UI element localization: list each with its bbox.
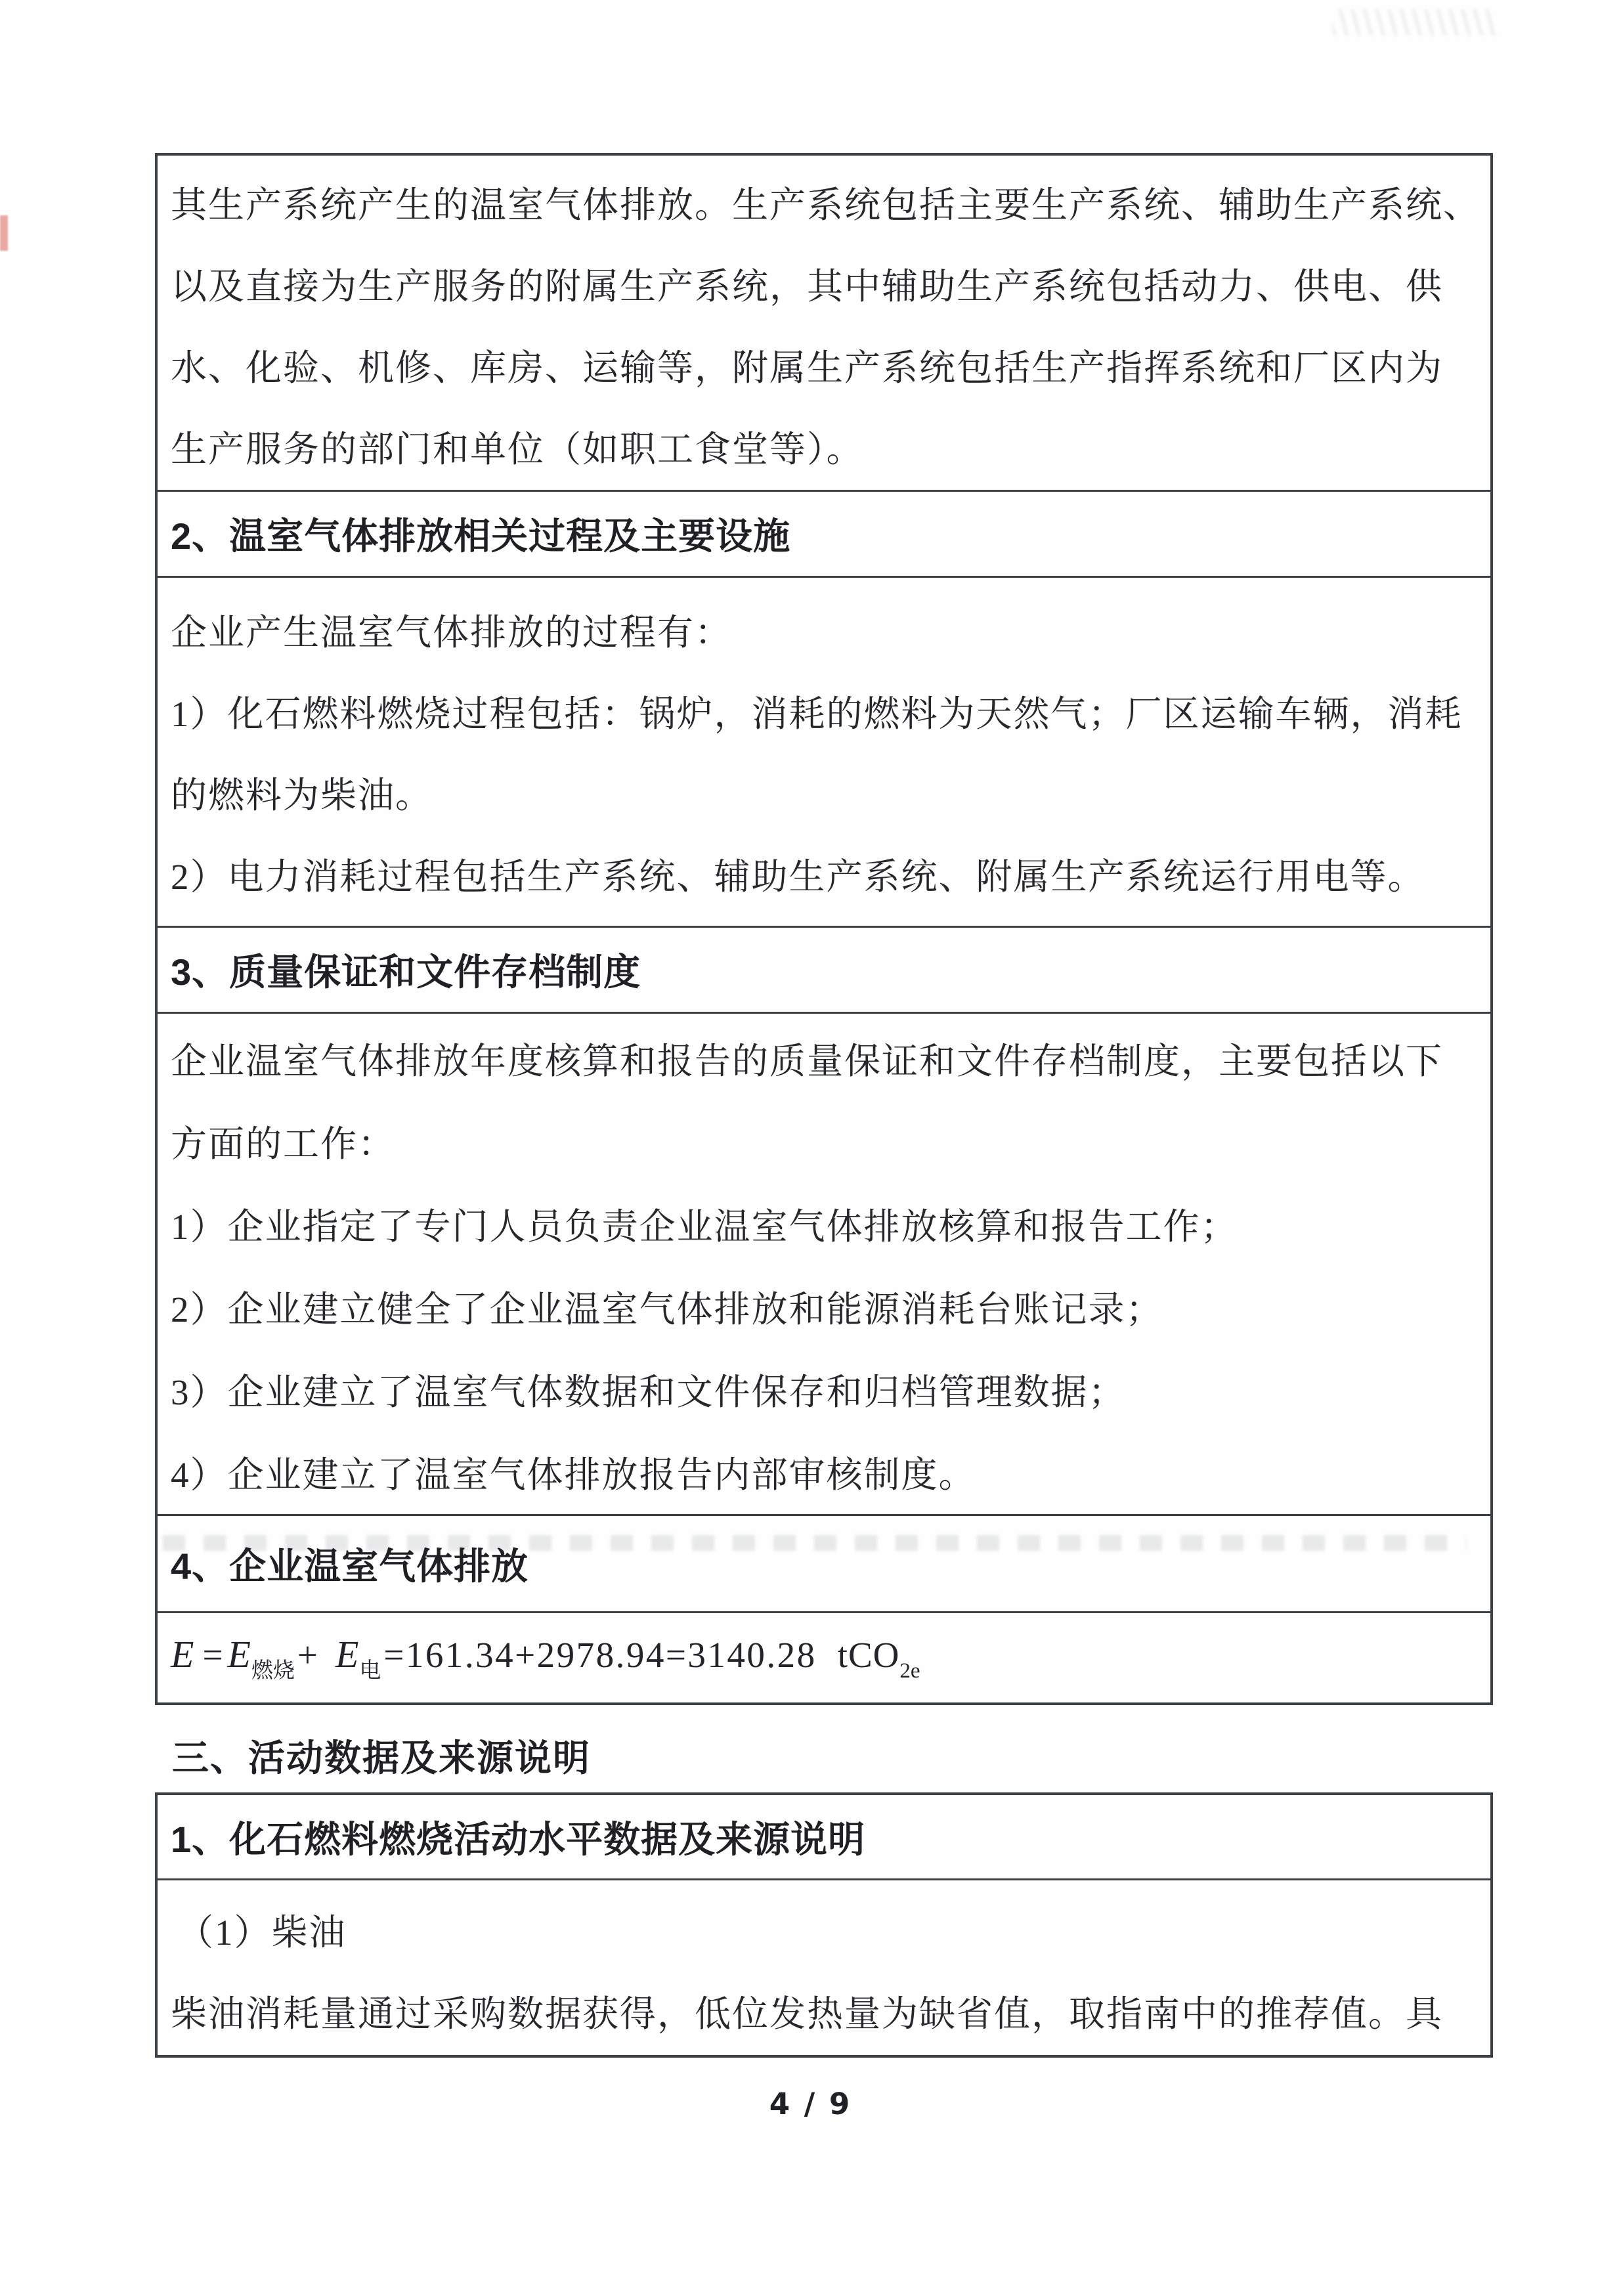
formula-equals: =	[202, 1634, 224, 1675]
paragraph-line: 2）企业建立健全了企业温室气体排放和能源消耗台账记录；	[171, 1289, 1163, 1330]
paragraph-line: 柴油消耗量通过采购数据获得，低位发热量为缺省值，取指南中的推荐值。具	[171, 1994, 1444, 2034]
formula-subscript-fuel: 燃烧	[251, 1658, 295, 1683]
paragraph-line: 其生产系统产生的温室气体排放。生产系统包括主要生产系统、辅助生产系统、	[171, 185, 1481, 225]
report-table-main	[155, 153, 1493, 1705]
section-header-3: 3、质量保证和文件存档制度	[171, 951, 641, 993]
paragraph-line: 方面的工作：	[171, 1124, 396, 1164]
paragraph-line: 以及直接为生产服务的附属生产系统，其中辅助生产系统包括动力、供电、供	[171, 267, 1444, 307]
paragraph-line: 企业温室气体排放年度核算和报告的质量保证和文件存档制度，主要包括以下	[171, 1041, 1444, 1081]
cell-emission-process	[158, 578, 1490, 928]
cell-diesel-description	[158, 1880, 1490, 2055]
section-header-4: 4、企业温室气体排放	[171, 1545, 529, 1587]
paragraph-line: （1）柴油	[177, 1913, 347, 1953]
formula-var-E-electricity: E	[335, 1632, 360, 1676]
header-row-enterprise-emission	[158, 1516, 1490, 1613]
header-row-quality-assurance	[158, 928, 1490, 1014]
report-table-activity-data	[155, 1792, 1493, 2058]
cell-emission-formula	[158, 1613, 1490, 1702]
scan-artifact-pink	[0, 215, 8, 251]
page-number: 4 / 9	[769, 2087, 852, 2121]
cell-quality-assurance	[158, 1014, 1490, 1516]
formula-plus: +	[297, 1634, 318, 1675]
emission-formula	[171, 1632, 923, 1684]
section-heading-activity-data: 三、活动数据及来源说明	[172, 1737, 591, 1779]
formula-unit-subscript: 2e	[899, 1658, 920, 1683]
paragraph-line: 生产服务的部门和单位（如职工食堂等）。	[171, 429, 864, 469]
cell-production-system-description	[158, 156, 1490, 492]
paragraph-line: 4）企业建立了温室气体排放报告内部审核制度。	[171, 1455, 976, 1495]
paragraph-line: 水、化验、机修、库房、运输等，附属生产系统包括生产指挥系统和厂区内为	[171, 348, 1444, 388]
formula-subscript-electricity: 电	[359, 1658, 381, 1683]
formula-var-E-fuel: E	[227, 1632, 251, 1676]
paragraph-line: 3）企业建立了温室气体数据和文件保存和归档管理数据；	[171, 1372, 1126, 1412]
formula-unit: tCO	[837, 1634, 900, 1675]
paragraph-line: 的燃料为柴油。	[171, 775, 433, 815]
paragraph-line: 2）电力消耗过程包括生产系统、辅助生产系统、附属生产系统运行用电等。	[171, 857, 1425, 897]
formula-result: =161.34+2978.94=3140.28	[383, 1634, 817, 1675]
paragraph-line: 企业产生温室气体排放的过程有：	[171, 613, 733, 653]
scan-noise-top	[1333, 9, 1497, 35]
section-header-2: 2、温室气体排放相关过程及主要设施	[171, 515, 791, 557]
paragraph-line: 1）化石燃料燃烧过程包括：锅炉，消耗的燃料为天然气；厂区运输车辆，消耗	[171, 694, 1463, 734]
header-row-fossil-fuel-activity	[158, 1795, 1490, 1880]
header-row-emission-process	[158, 492, 1490, 578]
table2-section-header-1: 1、化石燃料燃烧活动水平数据及来源说明	[171, 1818, 866, 1860]
formula-var-E: E	[171, 1632, 195, 1676]
paragraph-line: 1）企业指定了专门人员负责企业温室气体排放核算和报告工作；	[171, 1207, 1238, 1247]
